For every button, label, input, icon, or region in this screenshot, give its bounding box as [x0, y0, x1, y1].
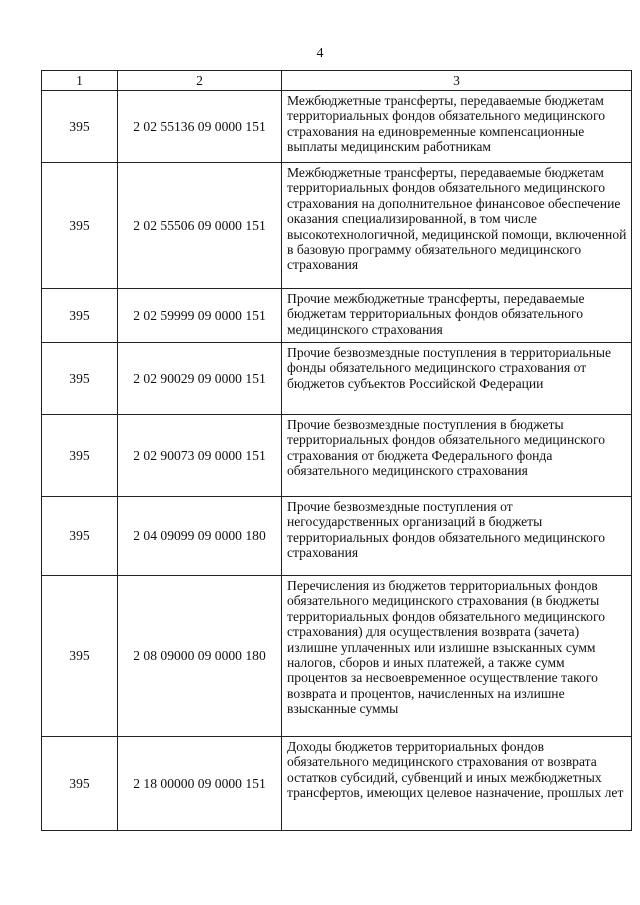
table-header-row — [42, 71, 632, 91]
admin-code-cell: 395 — [42, 91, 118, 163]
admin-code-cell: 395 — [42, 737, 118, 831]
income-name-cell: Прочие безвозмездные поступления от негосударственных организаций в бюджеты территориальных фондов обязательного медицинского страхования — [282, 497, 632, 576]
income-name-cell: Доходы бюджетов территориальных фондов обязательного медицинского страхования от возврата остатков субсидий, субвенций и иных межбюджетных трансфертов, имеющих целевое назначение, прошлых лет — [282, 737, 632, 831]
admin-code-cell: 395 — [42, 163, 118, 289]
table-row — [42, 737, 632, 831]
table-row — [42, 497, 632, 576]
table-row — [42, 289, 632, 343]
income-name-cell: Межбюджетные трансферты, передаваемые бюджетам территориальных фондов обязательного медицинского страхования на дополнительное финансовое обеспечение оказания специализированной, в том числе высокотехнологичной, медицинской помощи, включенной в базовую программу обязательного медицинского страхования — [282, 163, 632, 289]
admin-code-cell: 395 — [42, 415, 118, 497]
income-name-cell: Прочие безвозмездные поступления в территориальные фонды обязательного медицинского страхования от бюджетов субъектов Российской Федерации — [282, 343, 632, 415]
table-row — [42, 576, 632, 737]
table-row — [42, 163, 632, 289]
budget-code-cell: 2 02 90073 09 0000 151 — [118, 415, 282, 497]
page-number: 4 — [316, 46, 324, 61]
table-row — [42, 343, 632, 415]
header-col-2: 2 — [118, 71, 282, 91]
admin-code-cell: 395 — [42, 576, 118, 737]
table-row — [42, 91, 632, 163]
budget-code-cell: 2 02 55136 09 0000 151 — [118, 91, 282, 163]
table-row — [42, 415, 632, 497]
budget-code-cell: 2 08 09000 09 0000 180 — [118, 576, 282, 737]
admin-code-cell: 395 — [42, 497, 118, 576]
income-name-cell: Прочие безвозмездные поступления в бюджеты территориальных фондов обязательного медицинского страхования от бюджета Федерального фонда обязательного медицинского страхования — [282, 415, 632, 497]
income-name-cell: Межбюджетные трансферты, передаваемые бюджетам территориальных фондов обязательного медицинского страхования на единовременные компенсационные выплаты медицинским работникам — [282, 91, 632, 163]
header-col-1: 1 — [42, 71, 118, 91]
budget-code-cell: 2 02 55506 09 0000 151 — [118, 163, 282, 289]
income-name-cell: Прочие межбюджетные трансферты, передаваемые бюджетам территориальных фондов обязательного медицинского страхования — [282, 289, 632, 343]
budget-code-cell: 2 18 00000 09 0000 151 — [118, 737, 282, 831]
admin-code-cell: 395 — [42, 289, 118, 343]
header-col-3: 3 — [282, 71, 632, 91]
admin-code-cell: 395 — [42, 343, 118, 415]
budget-code-cell: 2 02 59999 09 0000 151 — [118, 289, 282, 343]
budget-code-cell: 2 02 90029 09 0000 151 — [118, 343, 282, 415]
budget-code-cell: 2 04 09099 09 0000 180 — [118, 497, 282, 576]
income-name-cell: Перечисления из бюджетов территориальных фондов обязательного медицинского страхования (в бюджеты территориальных фондов обязательного медицинского страхования) для осуществления возврата (зачета) излишне уплаченных или излишне взысканных сумм налогов, сборов и иных платежей, а также сумм процентов за несвоевременное осуществление такого возврата и процентов, начисленных на излишне взысканные суммы — [282, 576, 632, 737]
budget-classification-table — [41, 70, 632, 831]
